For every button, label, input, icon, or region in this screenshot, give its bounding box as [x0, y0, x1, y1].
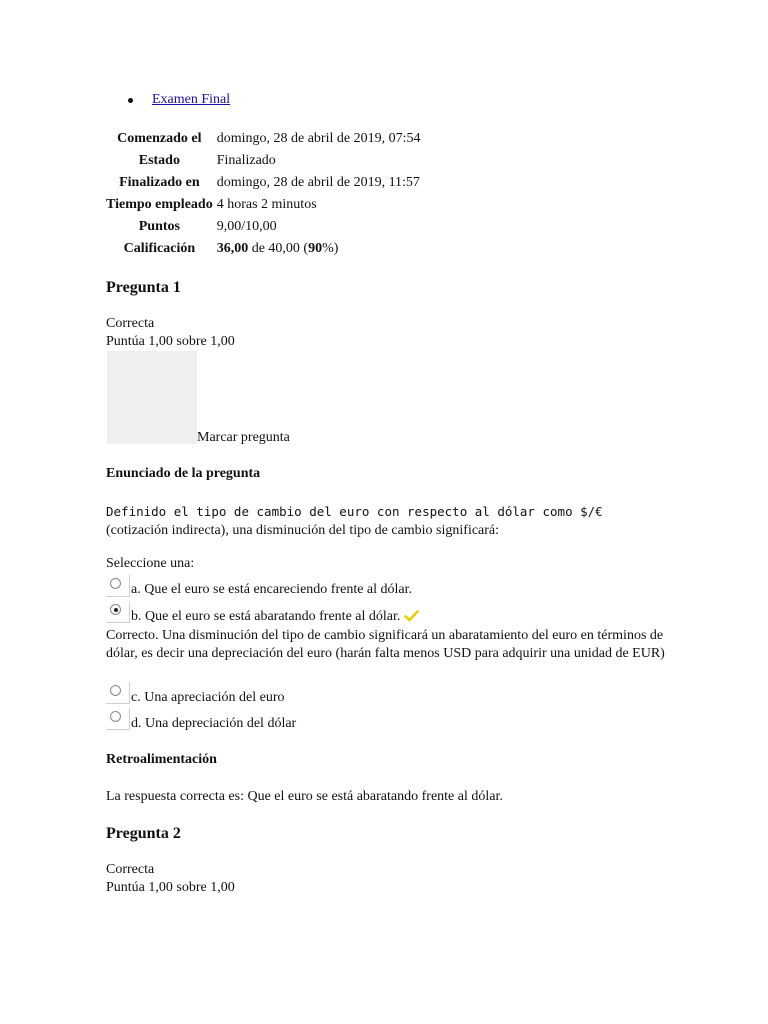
question-1-stem-part2: (cotización indirecta), una disminución del tipo de cambio significará: — [106, 523, 500, 538]
summary-label: Puntos — [138, 219, 180, 234]
grade-score: 36,00 — [216, 241, 249, 256]
summary-value: 4 horas 2 minutos — [216, 197, 317, 212]
summary-label: Estado — [138, 153, 180, 168]
summary-value: domingo, 28 de abril de 2019, 07:54 — [216, 131, 421, 146]
breadcrumb-link-examen-final[interactable]: Examen Final — [152, 92, 231, 107]
summary-row — [106, 216, 420, 238]
question-2-grade: Puntúa 1,00 sobre 1,00 — [106, 880, 235, 895]
question-1-stem-part1: Definido el tipo de cambio del euro con respecto al dólar como $/€ — [106, 504, 603, 519]
option-d-radio[interactable] — [110, 711, 121, 722]
summary-row — [106, 128, 420, 150]
option-c-radio[interactable] — [110, 685, 121, 696]
question-1-grade: Puntúa 1,00 sobre 1,00 — [106, 334, 235, 349]
right-answer: La respuesta correcta es: Que el euro se está abaratando frente al dólar. — [106, 789, 503, 804]
grade-of-text: de 40,00 ( — [248, 241, 309, 256]
bullet-icon — [128, 98, 133, 103]
grade-percent-suffix: %) — [322, 241, 339, 256]
question-1-stem-heading: Enunciado de la pregunta — [106, 466, 261, 481]
option-a-label[interactable]: a. Que el euro se está encareciendo frente al dólar. — [131, 582, 413, 597]
flag-question-icon[interactable] — [107, 351, 197, 444]
option-b-label[interactable]: b. Que el euro se está abaratando frente al dólar. — [131, 609, 401, 624]
grade-label: Calificación — [123, 241, 196, 256]
question-1-prompt: Seleccione una: — [106, 556, 195, 571]
correct-check-icon — [404, 610, 419, 622]
grade-percent: 90 — [308, 241, 323, 256]
summary-row — [106, 172, 420, 194]
summary-label: Finalizado en — [119, 175, 200, 190]
summary-row — [106, 150, 420, 172]
option-b-radio[interactable] — [110, 604, 121, 615]
flag-question-link[interactable]: Marcar pregunta — [197, 430, 290, 445]
option-b-feedback: Correcto. Una disminución del tipo de cambio significará un abaratamiento del euro en términos de dólar, es decir una depreciación del euro (harán falta menos USD para adquirir una unidad de EUR) — [106, 628, 665, 661]
option-b-row — [131, 609, 419, 625]
question-2-state: Correcta — [106, 862, 155, 877]
option-d-radio-wrap[interactable] — [106, 708, 130, 730]
question-1-stem — [106, 503, 666, 540]
option-b-radio-wrap[interactable] — [106, 601, 130, 623]
question-2-title: Pregunta 2 — [106, 825, 181, 842]
summary-value: 9,00/10,00 — [216, 219, 277, 234]
summary-row — [106, 194, 420, 216]
feedback-heading: Retroalimentación — [106, 752, 217, 767]
option-a-radio-wrap[interactable] — [106, 575, 130, 597]
question-1-state: Correcta — [106, 316, 155, 331]
option-c-label[interactable]: c. Una apreciación del euro — [131, 690, 285, 705]
summary-value: domingo, 28 de abril de 2019, 11:57 — [216, 175, 420, 190]
summary-label: Comenzado el — [117, 131, 202, 146]
question-1-title: Pregunta 1 — [106, 279, 181, 296]
option-d-label[interactable]: d. Una depreciación del dólar — [131, 716, 297, 731]
summary-label: Tiempo empleado — [106, 197, 213, 212]
attempt-summary-table — [106, 128, 420, 260]
summary-row-grade — [106, 238, 420, 260]
grade-value — [215, 238, 421, 260]
summary-value: Finalizado — [216, 153, 276, 168]
option-c-radio-wrap[interactable] — [106, 682, 130, 704]
option-a-radio[interactable] — [110, 578, 121, 589]
